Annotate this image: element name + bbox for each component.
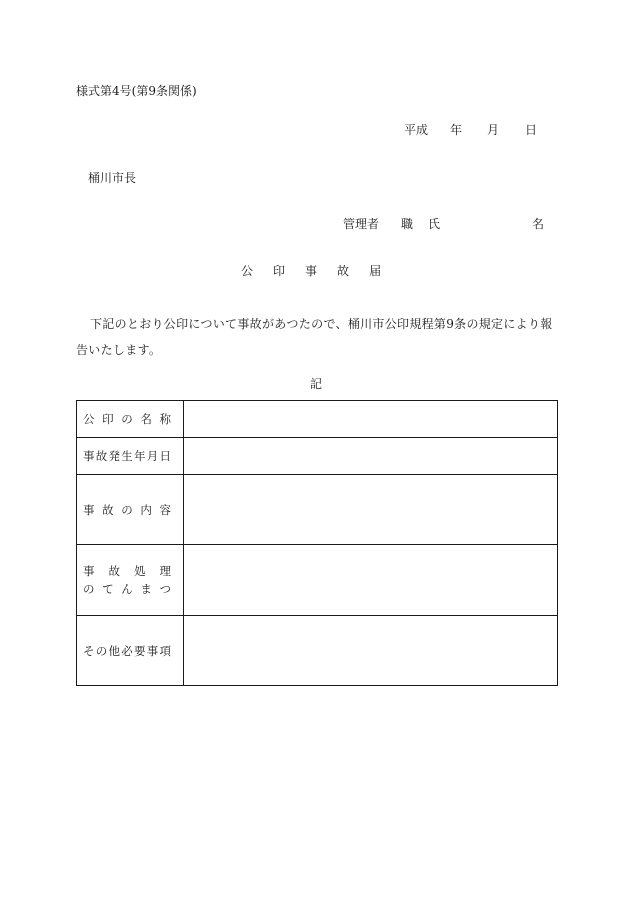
label-char: 故 [102,502,114,517]
label-char: 月 [146,449,159,463]
applicant-role: 管理者 [343,217,380,231]
title-char: 印 [273,264,286,278]
label-char: の [121,412,133,426]
label-char: の [95,643,108,658]
label-char: 事 [83,449,95,463]
label-char: 事 [83,502,95,517]
table-row [77,616,558,686]
label-char: 生 [121,449,133,463]
row-label [77,401,184,438]
label-char: 故 [108,564,120,578]
incident-handling-field[interactable] [184,545,558,616]
label-char: 項 [159,643,171,658]
addressee: 桶川市長 [88,171,137,185]
label-char: の [83,582,95,596]
table-row [77,401,558,438]
ki-label: 記 [310,377,323,391]
form-number: 様式第4号(第9条関係) [76,84,197,98]
document-title [241,264,381,278]
body-paragraph: 下記のとおり公印について事故があつたので、桶川市公印規程第9条の規定により報告いたします。 [76,317,553,357]
row-label [77,545,184,616]
label-char: 要 [134,643,146,658]
label-char: そ [83,643,95,658]
label-char: 故 [95,449,108,463]
label-char: ま [140,582,152,596]
date-month-label: 月 [487,123,500,137]
title-char: 事 [305,264,318,278]
label-char: の [121,502,133,517]
applicant-name-label-prefix: 氏 [428,217,441,231]
label-char: 日 [159,449,171,463]
label-char: 称 [159,412,171,426]
label-char: つ [159,582,171,596]
date-line [404,123,537,137]
incident-details-field[interactable] [184,475,558,545]
label-char: 公 [83,412,95,426]
label-char: 他 [108,643,120,658]
table-row [77,545,558,616]
label-char: 年 [134,449,146,463]
row-label [77,438,184,475]
date-day-label: 日 [525,123,538,137]
applicant-line [343,217,544,231]
report-table [76,400,558,686]
title-char: 届 [369,264,382,278]
label-char: 事 [83,564,95,578]
label-char: 理 [159,564,171,578]
label-char: 処 [134,564,146,578]
title-char: 公 [241,264,254,278]
label-char: 発 [108,449,120,463]
table-row [77,475,558,545]
label-char: 印 [102,412,114,426]
label-char: 必 [121,643,133,658]
title-char: 故 [337,264,350,278]
date-era: 平成 [404,123,429,137]
seal-name-field[interactable] [184,401,558,438]
incident-date-field[interactable] [184,438,558,475]
label-char: 事 [146,643,159,658]
other-matters-field[interactable] [184,616,558,686]
body-text [76,311,560,363]
table-row [77,438,558,475]
label-char: 容 [159,502,171,517]
label-char: て [102,582,114,596]
applicant-job-label: 職 [401,217,414,231]
label-char: 名 [140,412,152,426]
row-label [77,475,184,545]
applicant-name-label-suffix: 名 [531,217,544,231]
date-year-label: 年 [450,123,463,137]
row-label [77,616,184,686]
label-char: 内 [140,502,152,517]
label-char: ん [121,582,133,596]
